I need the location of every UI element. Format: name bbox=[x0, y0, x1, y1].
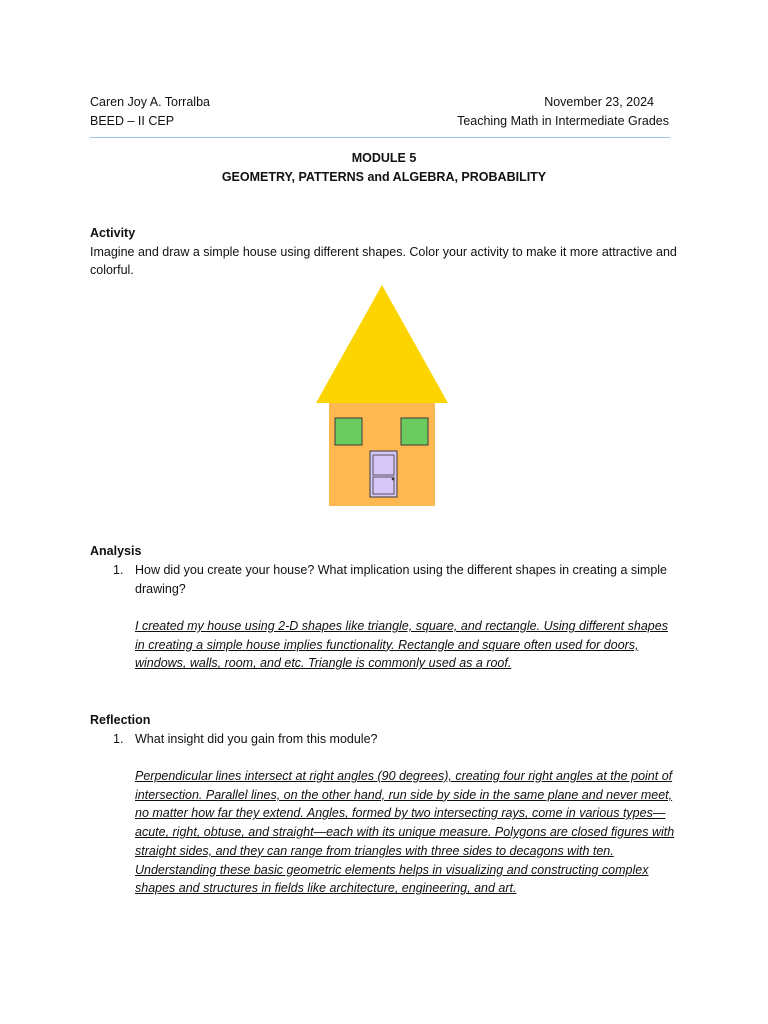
house-door bbox=[370, 451, 397, 497]
student-name: Caren Joy A. Torralba bbox=[90, 95, 210, 109]
header-divider bbox=[90, 137, 670, 138]
reflection-heading: Reflection bbox=[90, 713, 151, 727]
analysis-answer: I created my house using 2-D shapes like triangle, square, and rectangle. Using different shapes in creating a simple house implies functionality. Rectangle and square often used for doors, windows, walls, room, and etc. Triangle is commonly used as a roof. bbox=[135, 619, 668, 671]
activity-section bbox=[90, 224, 680, 280]
reflection-question-item bbox=[113, 730, 680, 749]
analysis-question: How did you create your house? What implication using the different shapes in creating a simple drawing? bbox=[135, 563, 668, 596]
analysis-heading-block bbox=[90, 542, 680, 561]
reflection-question-number: 1. bbox=[113, 732, 124, 746]
reflection-heading-block bbox=[90, 711, 680, 730]
activity-instructions: Imagine and draw a simple house using different shapes. Color your activity to make it more attractive and colorful. bbox=[90, 244, 677, 278]
analysis-question-number: 1. bbox=[113, 563, 124, 577]
house-window-left bbox=[335, 418, 362, 445]
document-date: November 23, 2024 bbox=[544, 95, 654, 109]
house-roof bbox=[316, 285, 448, 403]
activity-heading: Activity bbox=[90, 226, 136, 240]
analysis-heading: Analysis bbox=[90, 544, 142, 558]
house-window-right bbox=[401, 418, 428, 445]
reflection-answer: Perpendicular lines intersect at right angles (90 degrees), creating four right angles at the point of intersection. Parallel lines, on the other hand, run side by side in the same plane and never meet, no matter how far they extend. Angles, formed by two intersecting rays, come in various types—acute, right, obtuse, and straight—each with its unique measure. Polygons are closed figures with straight sides, and they can range from triangles with three sides to decagons with ten. Understanding these basic geometric elements helps in visualizing and constructing complex shapes and structures in fields like architecture, engineering, and art. bbox=[135, 769, 675, 896]
student-program: BEED – II CEP bbox=[90, 114, 175, 128]
house-drawing bbox=[315, 285, 455, 510]
reflection-question: What insight did you gain from this module? bbox=[135, 732, 378, 746]
header-row-1 bbox=[90, 93, 669, 112]
door-knob bbox=[392, 478, 395, 481]
analysis-question-item bbox=[113, 561, 680, 598]
header-row-2 bbox=[90, 112, 669, 131]
module-subject: GEOMETRY, PATTERNS and ALGEBRA, PROBABILITY bbox=[221, 170, 547, 184]
module-title: MODULE 5 bbox=[351, 151, 417, 165]
course-name: Teaching Math in Intermediate Grades bbox=[457, 114, 669, 128]
